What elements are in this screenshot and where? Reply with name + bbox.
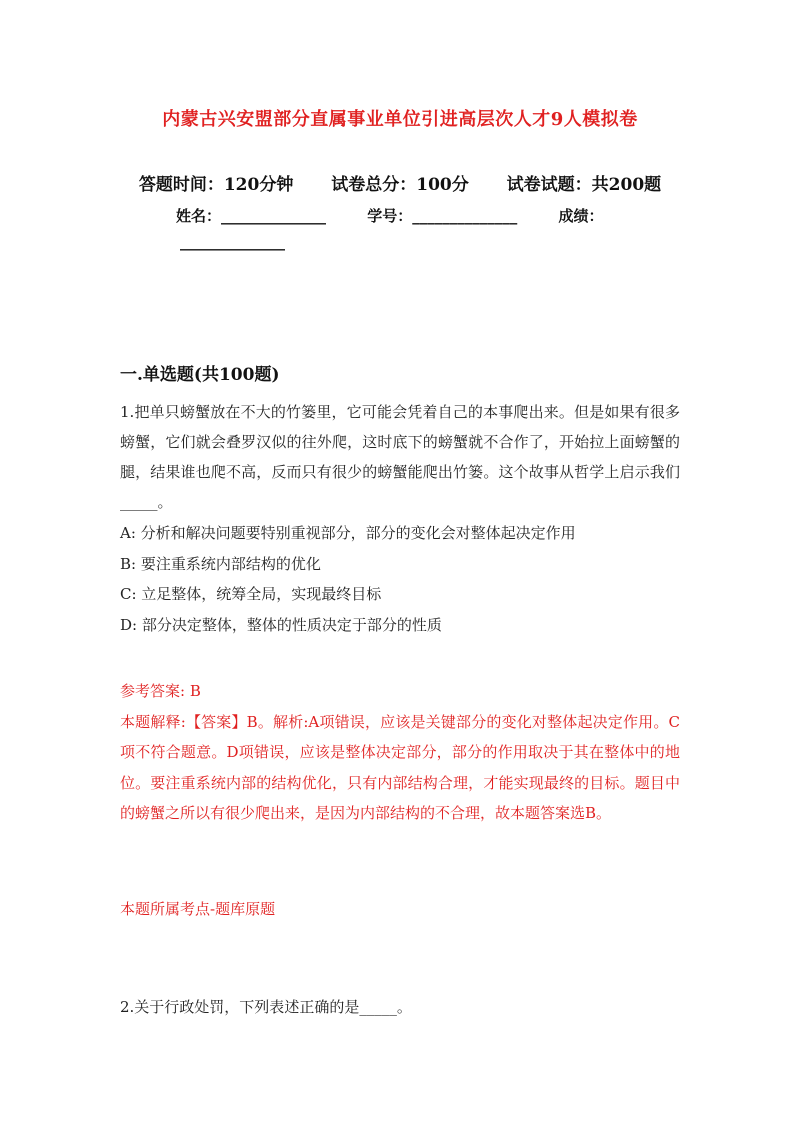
option-a: A: 分析和解决问题要特别重视部分，部分的变化会对整体起决定作用	[120, 524, 576, 542]
section-heading: 一.单选题(共100题)	[120, 365, 280, 385]
question-1-text: 1.把单只螃蟹放在不大的竹篓里，它可能会凭着自己的本事爬出来。但是如果有很多螃蟹，它们就会叠罗汉似的往外爬，这时底下的螃蟹就不合作了，开始拉上面螃蟹的腿，结果谁也爬不高，反而只有很少的螃蟹能爬出竹篓。这个故事从哲学上启示我们_____。	[120, 403, 680, 511]
grade-blank: ______________	[180, 233, 285, 251]
question-1-options	[120, 518, 680, 640]
reference-answer: 参考答案: B	[120, 682, 201, 700]
exam-total-score: 试卷总分：100分	[331, 175, 469, 195]
option-c: C: 立足整体，统筹全局，实现最终目标	[120, 585, 382, 603]
name-field: 姓名：______________	[176, 207, 327, 225]
option-d: D: 部分决定整体，整体的性质决定于部分的性质	[120, 615, 442, 634]
exam-question-count: 试卷试题：共200题	[506, 175, 662, 195]
exam-time: 答题时间：120分钟	[138, 175, 294, 195]
option-b: B: 要注重系统内部结构的优化	[120, 554, 321, 573]
question-source: 本题所属考点-题库原题	[120, 900, 276, 918]
question-2-text: 2.关于行政处罚，下列表述正确的是_____。	[120, 998, 412, 1016]
answer-explanation: 本题解释:【答案】B。解析:A项错误，应该是关键部分的变化对整体起决定作用。C项不符合题意。D项错误，应该是整体决定部分，部分的作用取决于其在整体中的地位。要注重系统内部的结构优化，只有内部结构合理，才能实现最终的目标。题目中的螃蟹之所以有很少爬出来，是因为内部结构的不合理，故本题答案选B。	[120, 712, 680, 822]
student-fields	[176, 203, 666, 255]
student-id-field: 学号：______________	[367, 207, 518, 225]
grade-field: 成绩：	[558, 207, 604, 225]
answer-block	[120, 676, 680, 829]
exam-meta	[0, 170, 800, 195]
exam-title: 内蒙古兴安盟部分直属事业单位引进高层次人才9人模拟卷	[162, 109, 638, 130]
